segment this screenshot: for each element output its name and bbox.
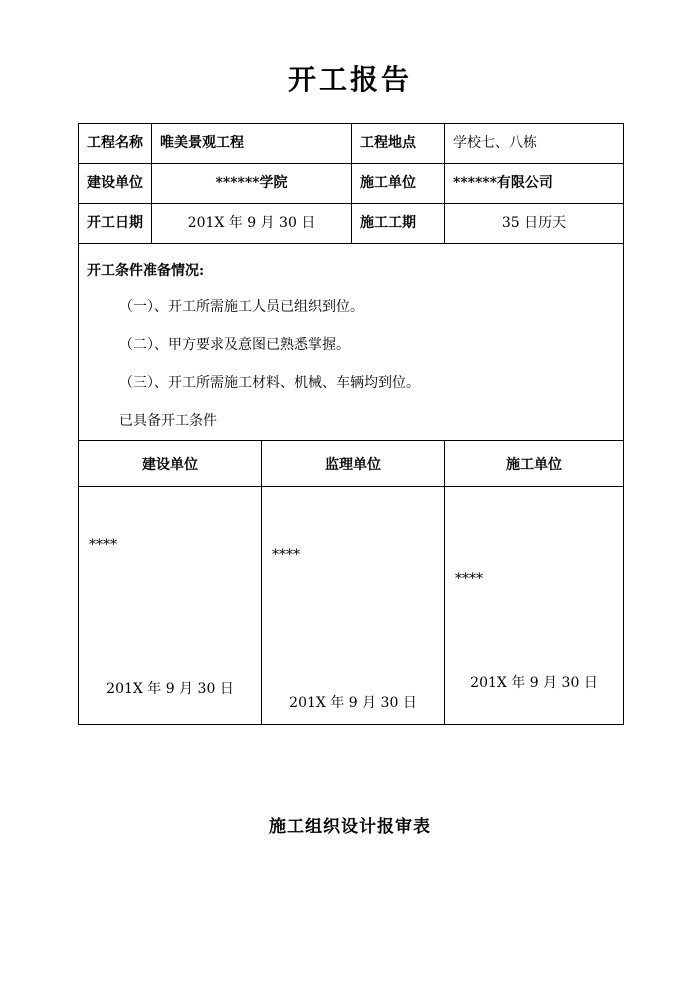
- conditions-conclusion: 已具备开工条件: [119, 413, 217, 429]
- builder-signature-mark: ****: [455, 571, 483, 587]
- duration-value: 35 日历天: [444, 204, 623, 243]
- project-name-label: 工程名称: [87, 134, 143, 151]
- builder-unit-value: ******有限公司: [444, 164, 623, 203]
- project-name-value: 唯美景观工程: [151, 124, 351, 163]
- condition-item-3: （三）、开工所需施工材料、机械、车辆均到位。: [119, 375, 420, 391]
- supervisor-signature-cell: [261, 487, 444, 724]
- next-form-title: 施工组织设计报审表: [269, 817, 431, 837]
- construction-owner-label: 建设单位: [87, 174, 143, 191]
- duration-label: 施工工期: [351, 204, 444, 243]
- start-date-label: 开工日期: [87, 214, 143, 231]
- builder-unit-label: 施工单位: [351, 164, 444, 203]
- construction-owner-value: ******学院: [151, 164, 351, 203]
- conditions-heading: 开工条件准备情况:: [87, 263, 205, 279]
- signature-body-row: [79, 486, 623, 724]
- condition-item-1: （一）、开工所需施工人员已组织到位。: [119, 299, 364, 315]
- supervisor-signature-date: 201X 年 9 月 30 日: [289, 695, 417, 711]
- owner-signature-mark: ****: [89, 537, 117, 553]
- start-date-value: 201X 年 9 月 30 日: [151, 204, 351, 243]
- info-row-project: [79, 124, 623, 163]
- condition-item-2: （二）、甲方要求及意图已熟悉掌握。: [119, 337, 350, 353]
- project-location-label: 工程地点: [351, 124, 444, 163]
- project-location-value: 学校七、八栋: [444, 124, 623, 163]
- report-table: [78, 123, 624, 725]
- info-row-dates: [79, 203, 623, 243]
- builder-signature-cell: [444, 487, 623, 724]
- builder-signature-date: 201X 年 9 月 30 日: [470, 675, 598, 691]
- page-title: 开工报告: [287, 63, 412, 96]
- supervisor-signature-mark: ****: [272, 547, 300, 563]
- signature-header-row: [79, 440, 623, 486]
- owner-unit-header: 建设单位: [142, 456, 198, 473]
- owner-signature-cell: [79, 487, 261, 724]
- conditions-section: [79, 243, 623, 440]
- info-row-units: [79, 163, 623, 203]
- builder-unit-header: 施工单位: [444, 441, 623, 486]
- owner-signature-date: 201X 年 9 月 30 日: [106, 681, 234, 697]
- supervisor-unit-header: 监理单位: [261, 441, 444, 486]
